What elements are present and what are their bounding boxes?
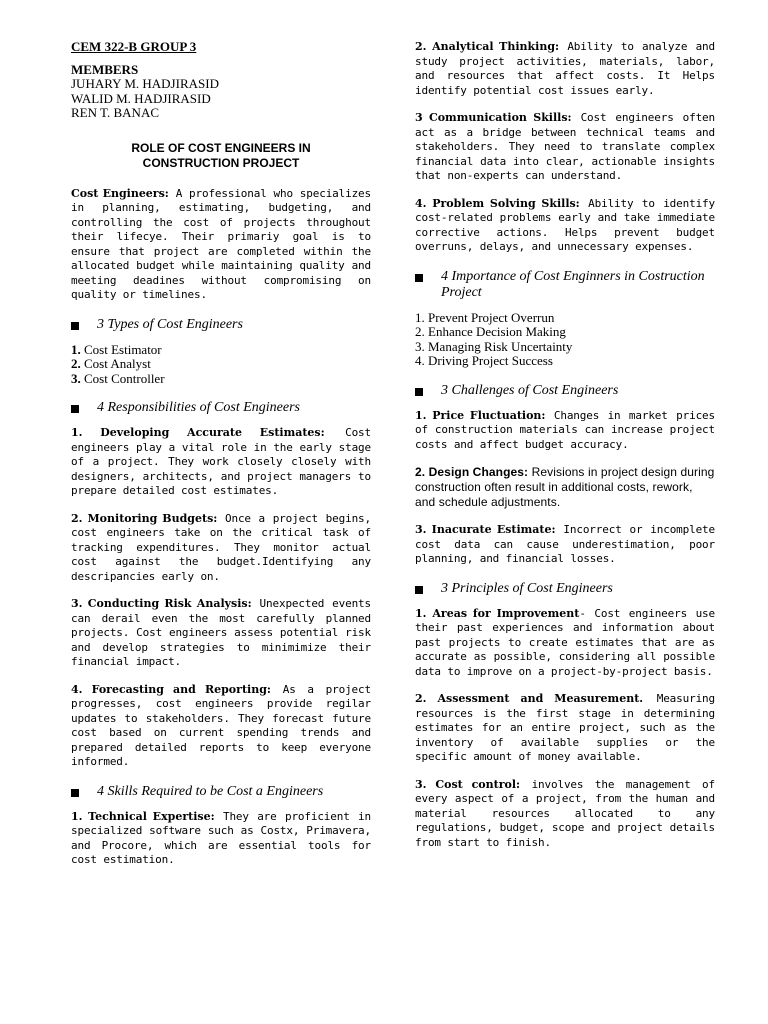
course-code: CEM 322-B GROUP 3 (71, 39, 197, 54)
skill-paragraph: 4. Problem Solving Skills: Ability to identify cost-related problems early and take immediate corrective actions. Helps prevent budget overruns, delays, and unnecessary expenses. (415, 196, 715, 253)
section-heading-responsibilities: 4 Responsibilities of Cost Engineers (71, 400, 371, 416)
square-bullet-icon (415, 586, 423, 594)
left-column (71, 40, 371, 868)
challenge-paragraph: 3. Inacurate Estimate: Incorrect or incomplete cost data can cause underestimation, poor planning, and financial losses. (415, 523, 715, 565)
section-heading-types: 3 Types of Cost Engineers (71, 317, 371, 333)
square-bullet-icon (71, 405, 79, 413)
responsibility-paragraph: 1. Developing Accurate Estimates: Cost engineers play a vital role in the early stage of a project. They work closely closely with designers, architects, and project managers to prepare detailed cost estimates. (71, 426, 371, 497)
list-item: 3. Managing Risk Uncertainty (415, 338, 573, 354)
principle-paragraph: 1. Areas for Improvement- Cost engineers use their past experiences and information about past projects to create estimates that are as accurate as possible, considering all possible data to improve on a project-by-project basis. (415, 606, 715, 678)
responsibility-paragraph: 4. Forecasting and Reporting: As a project progresses, cost engineers provide regilar updates to stakeholders. They forecast future cost based on current spending trends and prepared detailed reports to keep everyone informed. (71, 682, 371, 768)
list-item: 4. Driving Project Success (415, 353, 553, 368)
principle-paragraph: 2. Assessment and Measurement. Measuring resources is the first stage in determining estimates for an entire project, such as the inventory of available supplies or the specific amount of money available. (415, 692, 715, 763)
responsibility-paragraph: 3. Conducting Risk Analysis: Unexpected events can derail even the most carefully planned projects. Cost engineers assess potential risk and develop strategies to minimimize their financial impact. (71, 597, 371, 668)
square-bullet-icon (71, 322, 79, 330)
square-bullet-icon (415, 274, 423, 282)
intro-paragraph: Cost Engineers: A professional who specializes in planning, estimating, budgeting, and controlling the cost of projects throughout their lifecye. Their primariy goal is to ensure that project are completed within the allocated budget while maintaining quality and meeting deadines without compromising on quality or timelines. (71, 186, 371, 301)
document-title: ROLE OF COST ENGINEERS IN CONSTRUCTION PROJECT (131, 140, 311, 170)
member-name: REN T. BANAC (71, 105, 159, 120)
list-item: 1. Cost Estimator (71, 341, 162, 357)
member-name: WALID M. HADJIRASID (71, 90, 211, 106)
section-heading-importance: 4 Importance of Cost Enginners in Costruction Project (415, 269, 715, 301)
list-item: 1. Prevent Project Overrun (415, 309, 555, 325)
section-heading-principles: 3 Principles of Cost Engineers (415, 581, 715, 597)
challenge-paragraph: 2. Design Changes: Revisions in project design during construction often result in additional costs, rework, and schedule adjustments. (415, 465, 715, 509)
section-heading-skills: 4 Skills Required to be Cost a Engineers (71, 784, 371, 800)
section-heading-challenges: 3 Challenges of Cost Engineers (415, 383, 715, 399)
list-item: 2. Enhance Decision Making (415, 324, 566, 339)
responsibility-paragraph: 2. Monitoring Budgets: Once a project begins, cost engineers take on the critical task of tracking expenditures. They monitor actual cost against the budget.Identifying any descripancies early on. (71, 511, 371, 583)
skill-paragraph: 3 Communication Skills: Cost engineers often act as a bridge between technical teams and stakeholders. They need to translate complex financial data into clear, actionable insights that non-experts can understand. (415, 111, 715, 182)
challenge-paragraph: 1. Price Fluctuation: Changes in market prices of construction materials can increase project costs and affect budget accuracy. (415, 408, 715, 451)
member-name: JUHARY M. HADJIRASID (71, 76, 219, 91)
list-item: 3. Cost Controller (71, 370, 165, 386)
skill-paragraph: 1. Technical Expertise: They are proficient in specialized software such as Costx, Primavera, and Procore, which are essential tools for cost estimation. (71, 809, 371, 866)
skill-paragraph: 2. Analytical Thinking: Ability to analyze and study project activities, materials, labor, and resources that affect costs. It Helps identify potential cost issues early. (415, 40, 715, 97)
members-label: MEMBERS (71, 61, 139, 77)
principle-paragraph: 3. Cost control: involves the management of every aspect of a project, from the human and material resources allocated to any regulations, budget, scope and project details from start to finish. (415, 777, 715, 849)
list-item: 2. Cost Analyst (71, 356, 151, 371)
right-column (415, 40, 715, 850)
square-bullet-icon (71, 789, 79, 797)
square-bullet-icon (415, 388, 423, 396)
